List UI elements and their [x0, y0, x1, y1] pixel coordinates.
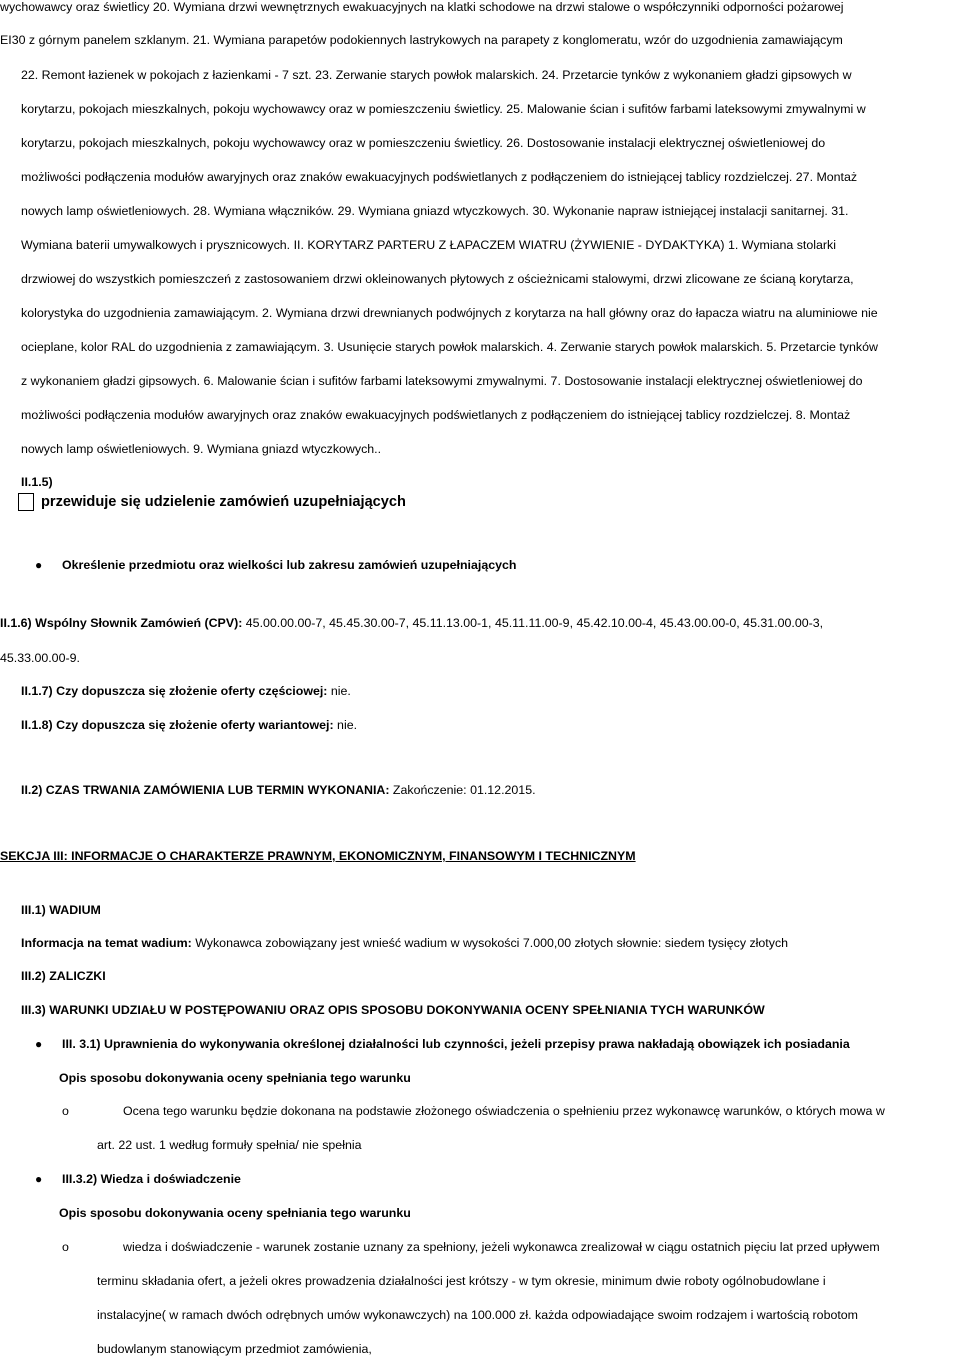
zaliczki-heading: III.2) ZALICZKI [21, 969, 106, 983]
body-line-6: nowych lamp oświetleniowych. 28. Wymiana włączników. 29. Wymiana gniazd wtyczkowych. 30. Wykonanie napraw istniejącej instalacji sanitarnej. 31. [21, 204, 849, 218]
wadium-info-label: Informacja na temat wadium: [21, 936, 192, 950]
cpv-label: II.1.6) Wspólny Słownik Zamówień (CPV): [0, 616, 243, 630]
body-line-3: korytarzu, pokojach mieszkalnych, pokoju wychowawcy oraz w pomieszczeniu świetlicy. 25. Malowanie ścian i sufitów farbami lateksowymi zmywalnymi w [21, 102, 866, 116]
bullet-icon: ● [35, 1172, 43, 1186]
condition-3-2-text-3: instalacyjne( w ramach dwóch odrębnych umów wykonawczych) na 100.000 zł. każda odpowiadające swoim rodzajem i wartością robotom [97, 1308, 859, 1322]
cpv-codes: 45.00.00.00-7, 45.45.30.00-7, 45.11.13.00-1, 45.11.11.00-9, 45.42.10.00-4, 45.43.00.00-0, 45.31.00.00-3, [242, 616, 824, 630]
body-line-4: korytarzu, pokojach mieszkalnych, pokoju wychowawcy oraz w pomieszczeniu świetlicy. 26. Dostosowanie instalacji elektrycznej oświetleniowej do [21, 136, 826, 150]
condition-3-2-text-4: budowlanym stanowiącym przedmiot zamówienia, [97, 1342, 372, 1356]
variant-offer-value: nie. [333, 718, 358, 732]
variant-offer-label: II.1.8) Czy dopuszcza się złożenie oferty wariantowej: [21, 718, 334, 732]
body-line-5: możliwości podłączenia modułów awaryjnych oraz znaków ewakuacyjnych podświetlanych z podłączeniem do istniejącej tablicy rozdzielczej. 27. Montaż [21, 170, 858, 184]
circle-bullet-icon: o [62, 1104, 69, 1118]
bullet-icon: ● [35, 558, 43, 572]
condition-3-1-heading: III. 3.1) Uprawnienia do wykonywania określonej działalności lub czynności, jeżeli przepisy prawa nakładają obowiązek ich posiadania [62, 1037, 850, 1051]
condition-3-2-desc-label: Opis sposobu dokonywania oceny spełniania tego warunku [59, 1206, 411, 1220]
section-3-title: SEKCJA III: INFORMACJE O CHARAKTERZE PRAWNYM, EKONOMICZNYM, FINANSOWYM I TECHNICZNYM [0, 849, 636, 863]
section-label-ii-1-5: II.1.5) [21, 475, 53, 489]
body-line-0: wychowawcy oraz świetlicy 20. Wymiana drzwi wewnętrznych ewakuacyjnych na klatki schodowe na drzwi stalowe o współczynniki odporności pożarowej [0, 0, 844, 14]
body-line-8: drzwiowej do wszystkich pomieszczeń z zastosowaniem drzwi okleinowanych płytowych z ościeżnicami stalowymi, drzwi zlicowane ze ścianą korytarza, [21, 272, 854, 286]
condition-3-1-text-1: Ocena tego warunku będzie dokonana na podstawie złożonego oświadczenia o spełnieniu przez wykonawcę warunków, o których mowa w [123, 1104, 885, 1118]
partial-offer-label: II.1.7) Czy dopuszcza się złożenie oferty częściowej: [21, 684, 328, 698]
partial-offer-line [21, 684, 351, 698]
warunki-heading: III.3) WARUNKI UDZIAŁU W POSTĘPOWANIU ORAZ OPIS SPOSOBU DOKONYWANIA OCENY SPEŁNIANIA TYCH WARUNKÓW [21, 1003, 765, 1017]
variant-offer-line [21, 718, 357, 732]
bullet-icon: ● [35, 1037, 43, 1051]
body-line-2: 22. Remont łazienek w pokojach z łazienkami - 7 szt. 23. Zerwanie starych powłok malarskich. 24. Przetarcie tynków z wykonaniem gładzi gipsowych w [21, 68, 852, 82]
cpv-line [0, 616, 823, 630]
body-line-7: Wymiana baterii umywalkowych i prysznicowych. II. KORYTARZ PARTERU Z ŁAPACZEM WIATRU (ŻYWIENIE - DYDAKTYKA) 1. Wymiana stolarki [21, 238, 836, 252]
duration-value: Zakończenie: 01.12.2015. [389, 783, 536, 797]
checkbox-label: przewiduje się udzielenie zamówień uzupełniających [41, 494, 406, 510]
body-line-10: ocieplane, kolor RAL do uzgodnienia z zamawiającym. 3. Usunięcie starych powłok malarskich. 4. Zerwanie starych powłok malarskich. 5. Przetarcie tynków [21, 340, 878, 354]
condition-3-2-text-1: wiedza i doświadczenie - warunek zostanie uznany za spełniony, jeżeli wykonawca zrealizował w ciągu ostatnich pięciu lat przed upływem [123, 1240, 880, 1254]
partial-offer-value: nie. [327, 684, 351, 698]
checkbox[interactable] [18, 493, 34, 511]
condition-3-2-text-2: terminu składania ofert, a jeżeli okres prowadzenia działalności jest krótszy - w tym okresie, minimum dwie roboty ogólnobudowlane i [97, 1274, 826, 1288]
body-line-1: EI30 z górnym panelem szklanym. 21. Wymiana parapetów podokiennych lastrykowych na parapety z konglomeratu, wzór do uzgodnienia zamawiającym [0, 33, 843, 47]
body-line-9: kolorystyka do uzgodnienia zamawiającym. 2. Wymiana drzwi drewnianych podwójnych z korytarza na hall główny oraz do łapacza wiatru na aluminiowe nie [21, 306, 878, 320]
duration-line [21, 783, 536, 797]
condition-3-1-desc-label: Opis sposobu dokonywania oceny spełniania tego warunku [59, 1071, 411, 1085]
wadium-info-value: Wykonawca zobowiązany jest wnieść wadium w wysokości 7.000,00 złotych słownie: siedem tysięcy złotych [191, 936, 789, 950]
condition-3-1-text-2: art. 22 ust. 1 według formuły spełnia/ nie spełnia [97, 1138, 362, 1152]
wadium-info [21, 936, 788, 950]
cpv-codes-continued: 45.33.00.00-9. [0, 651, 80, 665]
duration-label: II.2) CZAS TRWANIA ZAMÓWIENIA LUB TERMIN WYKONANIA: [21, 783, 390, 797]
body-line-11: z wykonaniem gładzi gipsowych. 6. Malowanie ścian i sufitów farbami lateksowymi zmywalnymi. 7. Dostosowanie instalacji elektrycznej oświetleniowej do [21, 374, 863, 388]
wadium-heading: III.1) WADIUM [21, 903, 101, 917]
supplementary-heading: Określenie przedmiotu oraz wielkości lub zakresu zamówień uzupełniających [62, 558, 517, 572]
condition-3-2-heading: III.3.2) Wiedza i doświadczenie [62, 1172, 241, 1186]
circle-bullet-icon: o [62, 1240, 69, 1254]
body-line-12: możliwości podłączenia modułów awaryjnych oraz znaków ewakuacyjnych podświetlanych z podłączeniem do istniejącej tablicy rozdzielczej. 8. Montaż [21, 408, 851, 422]
body-line-13: nowych lamp oświetleniowych. 9. Wymiana gniazd wtyczkowych.. [21, 442, 382, 456]
